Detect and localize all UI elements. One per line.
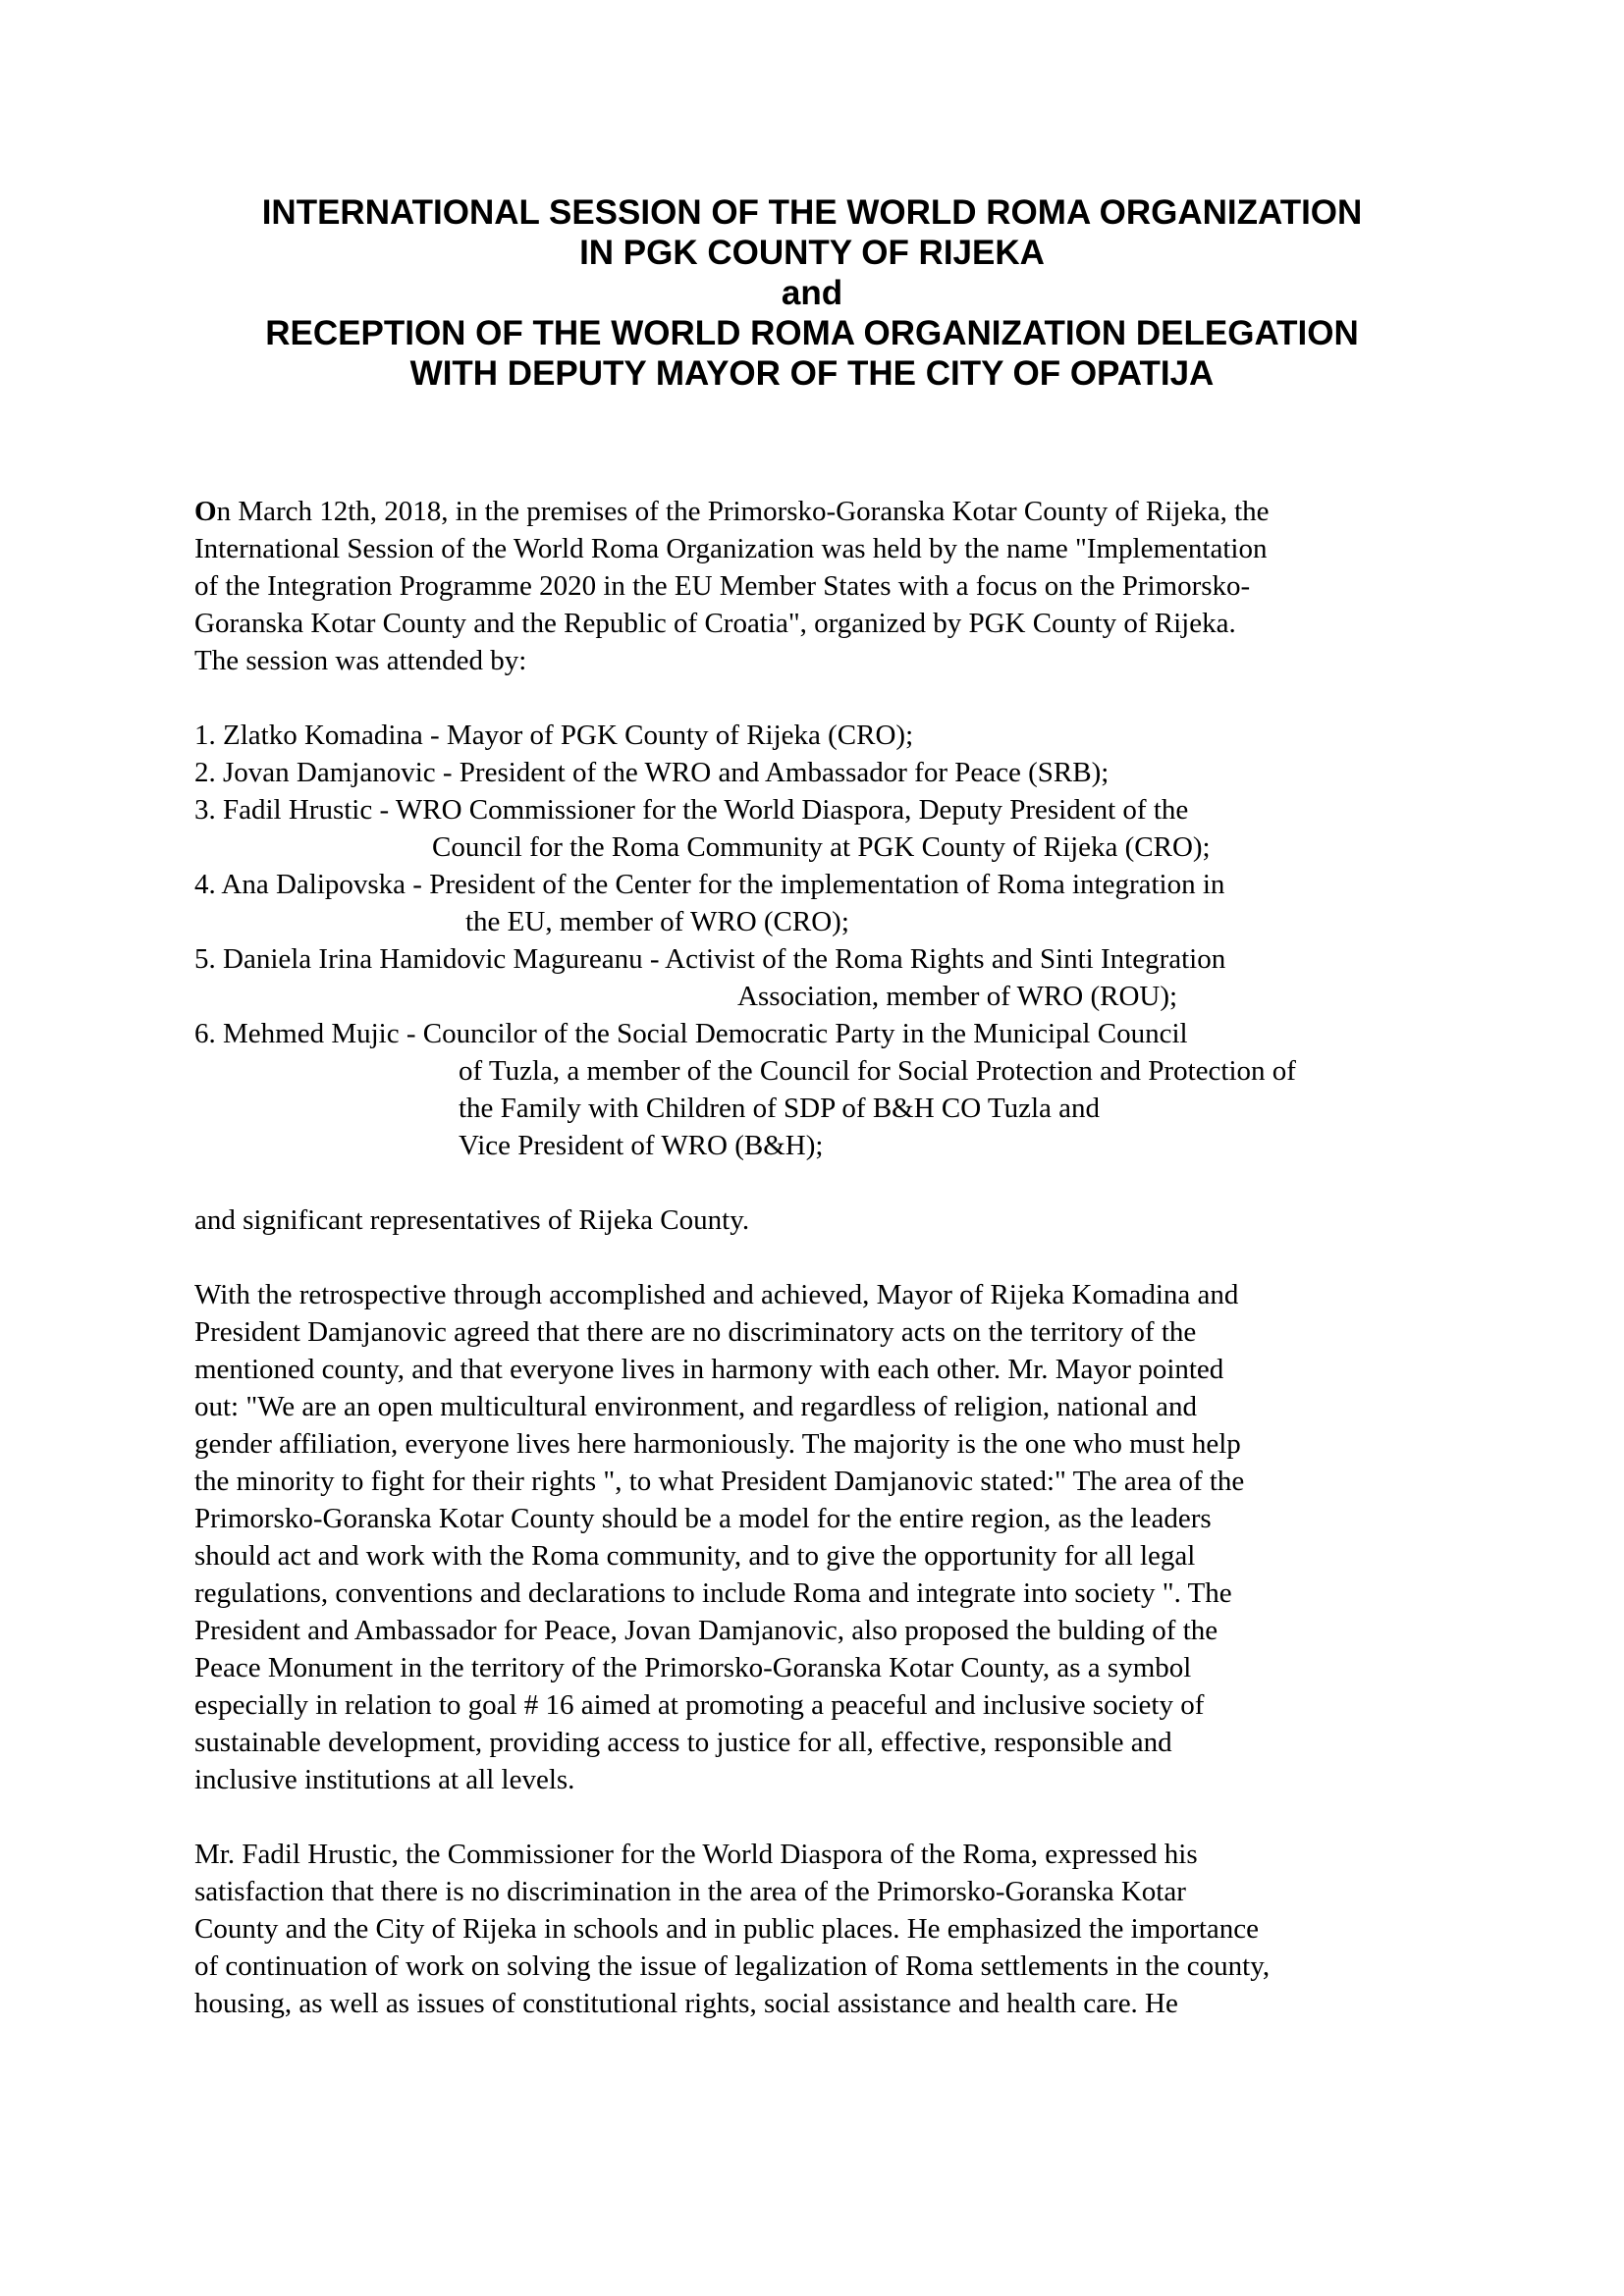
paragraph-line: regulations, conventions and declarations to include Roma and integrate into society ". The [194, 1577, 1232, 1609]
commissioner-paragraph [194, 1836, 1461, 2022]
attendee-line-continued: the Family with Children of SDP of B&H CO Tuzla and [459, 1093, 1101, 1124]
attendee-line-continued: Association, member of WRO (ROU); [737, 981, 1178, 1012]
paragraph-gap [194, 1798, 1461, 1836]
attendee-line: 3. Fadil Hrustic - WRO Commissioner for the World Diaspora, Deputy President of the [194, 794, 1189, 826]
attendee-item [194, 717, 1461, 754]
paragraph-gap [194, 679, 1461, 717]
attendee-item [194, 866, 1461, 940]
paragraph-gap [194, 1239, 1461, 1276]
attendee-item [194, 940, 1461, 1015]
attendee-line: 1. Zlatko Komadina - Mayor of PGK County of Rijeka (CRO); [194, 720, 914, 751]
paragraph-line: With the retrospective through accomplished and achieved, Mayor of Rijeka Komadina and [194, 1279, 1239, 1310]
paragraph-line: mentioned county, and that everyone lives in harmony with each other. Mr. Mayor pointed [194, 1354, 1224, 1385]
paragraph-gap [194, 1164, 1461, 1201]
title-line: INTERNATIONAL SESSION OF THE WORLD ROMA ORGANIZATION [261, 193, 1363, 232]
attendee-line: 4. Ana Dalipovska - President of the Center for the implementation of Roma integration in [194, 869, 1225, 900]
intro-line: The session was attended by: [194, 645, 527, 676]
paragraph-line: inclusive institutions at all levels. [194, 1764, 575, 1795]
intro-line: International Session of the World Roma Organization was held by the name "Implementation [194, 533, 1268, 564]
intro-line-text: n March 12th, 2018, in the premises of the Primorsko-Goranska Kotar County of Rijeka, the [216, 496, 1270, 527]
attendee-item [194, 791, 1461, 866]
attendee-line: 6. Mehmed Mujic - Councilor of the Social Democratic Party in the Municipal Council [194, 1018, 1188, 1049]
attendee-line-continued: Council for the Roma Community at PGK County of Rijeka (CRO); [432, 831, 1211, 863]
intro-line: of the Integration Programme 2020 in the EU Member States with a focus on the Primorsko- [194, 570, 1251, 602]
attendee-list [194, 717, 1461, 1164]
paragraph-line: out: "We are an open multicultural environment, and regardless of religion, national and [194, 1391, 1197, 1422]
intro-line: Goranska Kotar County and the Republic of Croatia", organized by PGK County of Rijeka. [194, 608, 1236, 639]
paragraph-line: County and the City of Rijeka in schools and in public places. He emphasized the importance [194, 1913, 1260, 1945]
attendee-line: 2. Jovan Damjanovic - President of the WRO and Ambassador for Peace (SRB); [194, 757, 1110, 788]
attendee-line-continued: of Tuzla, a member of the Council for Social Protection and Protection of [459, 1055, 1296, 1087]
paragraph-line: satisfaction that there is no discrimination in the area of the Primorsko-Goranska Kotar [194, 1876, 1186, 1907]
paragraph-line: housing, as well as issues of constitutional rights, social assistance and health care. He [194, 1988, 1178, 2019]
paragraph-line: Primorsko-Goranska Kotar County should be a model for the entire region, as the leaders [194, 1503, 1212, 1534]
paragraph-line: President Damjanovic agreed that there are no discriminatory acts on the territory of the [194, 1316, 1197, 1348]
paragraph-line: Mr. Fadil Hrustic, the Commissioner for the World Diaspora of the Roma, expressed his [194, 1839, 1198, 1870]
attendee-item [194, 1015, 1461, 1164]
paragraph-line: gender affiliation, everyone lives here harmoniously. The majority is the one who must help [194, 1428, 1241, 1460]
title-line: RECEPTION OF THE WORLD ROMA ORGANIZATION DELEGATION [265, 314, 1359, 352]
attendee-line-continued: Vice President of WRO (B&H); [459, 1130, 824, 1161]
title-line: WITH DEPUTY MAYOR OF THE CITY OF OPATIJA [409, 354, 1215, 393]
paragraph-line: should act and work with the Roma community, and to give the opportunity for all legal [194, 1540, 1196, 1572]
paragraph-line: the minority to fight for their rights ", to what President Damjanovic stated:" The area of the [194, 1466, 1245, 1497]
intro-paragraph [194, 493, 1461, 679]
title-line: and [781, 274, 843, 312]
paragraph-line: sustainable development, providing access to justice for all, effective, responsible and [194, 1727, 1172, 1758]
paragraph-line: Peace Monument in the territory of the Primorsko-Goranska Kotar County, as a symbol [194, 1652, 1192, 1683]
document-title [167, 192, 1457, 394]
attendee-line-continued: the EU, member of WRO (CRO); [465, 906, 849, 937]
attendee-item [194, 754, 1461, 791]
document-body [194, 493, 1461, 2022]
intro-line [194, 493, 1461, 530]
title-line: IN PGK COUNTY OF RIJEKA [579, 234, 1045, 272]
retrospective-paragraph [194, 1276, 1461, 1798]
paragraph-line: President and Ambassador for Peace, Jovan Damjanovic, also proposed the bulding of the [194, 1615, 1218, 1646]
attendee-line: 5. Daniela Irina Hamidovic Magureanu - Activist of the Roma Rights and Sinti Integration [194, 943, 1226, 975]
closing-line: and significant representatives of Rijeka County. [194, 1204, 750, 1236]
intro-lead-letter: O [194, 496, 217, 527]
paragraph-line: of continuation of work on solving the issue of legalization of Roma settlements in the county, [194, 1950, 1271, 1982]
paragraph-line: especially in relation to goal # 16 aimed at promoting a peaceful and inclusive society of [194, 1689, 1205, 1721]
